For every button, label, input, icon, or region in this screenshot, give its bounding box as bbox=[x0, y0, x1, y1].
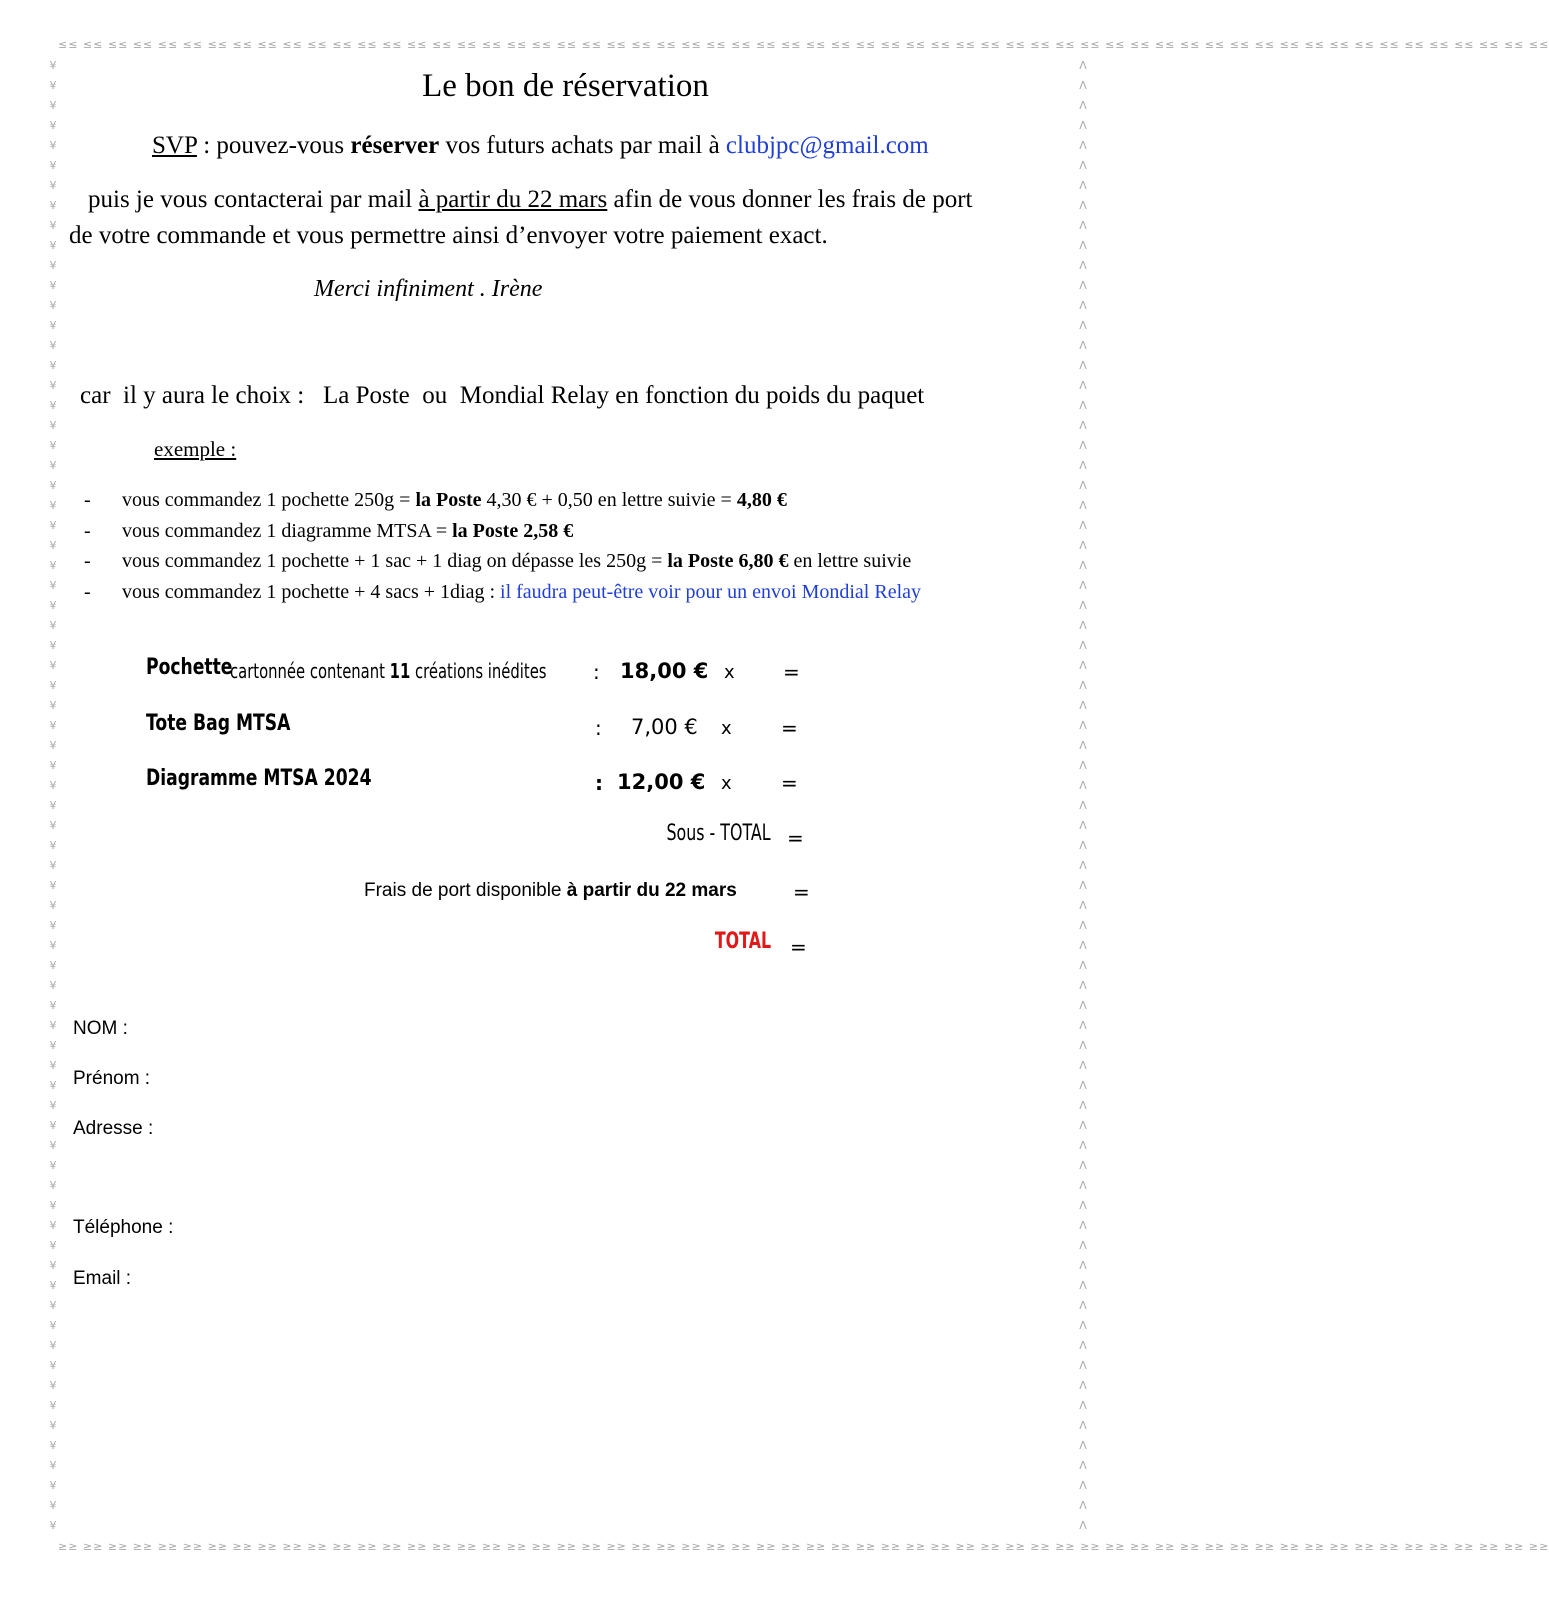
product-colon: : bbox=[595, 716, 602, 740]
email-label: Email : bbox=[73, 1268, 132, 1289]
example-bold: la Poste 2,58 € bbox=[452, 519, 574, 542]
product-count: 11 bbox=[389, 659, 411, 683]
example-text: vous commandez 1 pochette + 4 sacs + 1diag : bbox=[122, 580, 501, 603]
example-text: 4,30 € + 0,50 en lettre suivie = bbox=[481, 489, 737, 511]
quantity-multiplier: x bbox=[721, 718, 732, 739]
intro-text-b: vos futurs achats par mail à bbox=[439, 132, 726, 159]
product-row-diagramme bbox=[146, 766, 435, 791]
list-dash: - bbox=[84, 580, 91, 603]
list-item bbox=[84, 516, 921, 547]
product-name: Pochette bbox=[146, 655, 233, 680]
example-price: 4,80 € bbox=[736, 489, 787, 511]
line-total-equals: = bbox=[781, 716, 798, 740]
shipping-text: Frais de port disponible bbox=[364, 880, 567, 901]
example-text: vous commandez 1 pochette 250g = bbox=[122, 489, 416, 511]
example-bold: la Poste 6,80 € bbox=[667, 550, 789, 572]
intro-line bbox=[152, 132, 929, 160]
example-list bbox=[84, 485, 921, 607]
example-text: vous commandez 1 pochette + 1 sac + 1 diag on dépasse les 250g = bbox=[122, 550, 668, 572]
shipping-date: à partir du 22 mars bbox=[566, 880, 737, 901]
nom-label: NOM : bbox=[73, 1018, 128, 1039]
list-dash: - bbox=[84, 519, 91, 542]
intro-text-a: : pouvez-vous bbox=[196, 132, 351, 159]
email-link[interactable]: clubjpc@gmail.com bbox=[725, 132, 929, 159]
shipping-equals: = bbox=[793, 880, 810, 904]
svp-label: SVP bbox=[152, 132, 197, 159]
list-dash: - bbox=[84, 489, 91, 511]
product-price: 12,00 € bbox=[617, 770, 706, 794]
decorative-border-left: ¥ ¥ ¥ ¥ ¥ ¥ ¥ ¥ ¥ ¥ ¥ ¥ ¥ ¥ ¥ ¥ ¥ ¥ ¥ ¥ ¥ ¥ ¥ ¥ ¥ ¥ ¥ ¥ ¥ ¥ ¥ ¥ ¥ ¥ ¥ ¥ ¥ ¥ ¥ ¥ ¥ ¥ ¥ ¥ ¥ ¥ ¥ ¥ ¥ ¥ ¥ ¥ ¥ ¥ ¥ ¥ ¥ ¥ ¥ ¥ ¥ ¥ ¥ ¥ ¥ ¥ ¥ ¥ ¥ ¥ ¥ ¥ ¥ ¥ bbox=[49, 59, 57, 1532]
quantity-multiplier: x bbox=[721, 773, 732, 794]
product-name: Diagramme MTSA 2024 bbox=[146, 766, 372, 791]
quantity-multiplier: x bbox=[724, 662, 735, 683]
line-total-equals: = bbox=[783, 660, 800, 684]
paragraph-line-2: de votre commande et vous permettre ainsi d’envoyer votre paiement exact. bbox=[69, 222, 828, 249]
product-colon: : bbox=[595, 771, 603, 795]
product-desc-text: cartonnée contenant bbox=[230, 659, 390, 683]
subtotal-label-wrap bbox=[626, 821, 771, 846]
example-bold: la Poste bbox=[415, 489, 482, 511]
product-row-totebag bbox=[146, 711, 331, 736]
product-price: 18,00 € bbox=[620, 659, 709, 683]
product-price: 7,00 € bbox=[631, 715, 698, 739]
total-equals: = bbox=[790, 935, 807, 959]
list-item bbox=[84, 577, 921, 608]
decorative-border-bottom: ≥≥ ≥≥ ≥≥ ≥≥ ≥≥ ≥≥ ≥≥ ≥≥ ≥≥ ≥≥ ≥≥ ≥≥ ≥≥ ≥≥ ≥≥ ≥≥ ≥≥ ≥≥ ≥≥ ≥≥ ≥≥ ≥≥ ≥≥ ≥≥ ≥≥ ≥≥ ≥≥ ≥≥ ≥≥ ≥≥ ≥≥ ≥≥ ≥≥ ≥≥ ≥≥ ≥≥ ≥≥ ≥≥ ≥≥ ≥≥ ≥≥ ≥≥ ≥≥ ≥≥ ≥≥ ≥≥ ≥≥ ≥≥ ≥≥ ≥≥ ≥≥ ≥≥ ≥≥ ≥≥ ≥≥ ≥≥ ≥≥ ≥≥ ≥≥ ≥≥ bbox=[58, 1540, 1549, 1553]
para-date: à partir du 22 mars bbox=[418, 186, 608, 213]
subtotal-equals: = bbox=[787, 826, 804, 850]
page-title: Le bon de réservation bbox=[422, 68, 709, 104]
para-text-a: puis je vous contacterai par mail bbox=[88, 186, 419, 213]
product-name: Tote Bag MTSA bbox=[146, 711, 291, 736]
list-item bbox=[84, 485, 921, 516]
product-desc-text: créations inédites bbox=[410, 659, 547, 683]
paragraph-line-1 bbox=[88, 186, 972, 214]
subtotal-label: Sous - TOTAL bbox=[666, 821, 771, 846]
example-text: vous commandez 1 diagramme MTSA = bbox=[122, 519, 453, 542]
example-heading: exemple : bbox=[154, 437, 237, 461]
decorative-border-right: Λ Λ Λ Λ Λ Λ Λ Λ Λ Λ Λ Λ Λ Λ Λ Λ Λ Λ Λ Λ Λ Λ Λ Λ Λ Λ Λ Λ Λ Λ Λ Λ Λ Λ Λ Λ Λ Λ Λ Λ Λ Λ Λ Λ Λ Λ Λ Λ Λ Λ Λ Λ Λ Λ Λ Λ Λ Λ Λ Λ Λ Λ Λ Λ Λ Λ Λ Λ Λ Λ Λ Λ Λ Λ bbox=[1079, 59, 1087, 1532]
list-dash: - bbox=[84, 550, 91, 572]
intro-reserver: réserver bbox=[350, 132, 440, 159]
example-note: il faudra peut-être voir pour un envoi Mondial Relay bbox=[500, 580, 922, 603]
total-label-wrap bbox=[693, 929, 771, 954]
signature: Merci infiniment . Irène bbox=[314, 276, 543, 302]
prenom-label: Prénom : bbox=[73, 1068, 151, 1089]
decorative-border-top: ≤≤ ≤≤ ≤≤ ≤≤ ≤≤ ≤≤ ≤≤ ≤≤ ≤≤ ≤≤ ≤≤ ≤≤ ≤≤ ≤≤ ≤≤ ≤≤ ≤≤ ≤≤ ≤≤ ≤≤ ≤≤ ≤≤ ≤≤ ≤≤ ≤≤ ≤≤ ≤≤ ≤≤ ≤≤ ≤≤ ≤≤ ≤≤ ≤≤ ≤≤ ≤≤ ≤≤ ≤≤ ≤≤ ≤≤ ≤≤ ≤≤ ≤≤ ≤≤ ≤≤ ≤≤ ≤≤ ≤≤ ≤≤ ≤≤ ≤≤ ≤≤ ≤≤ ≤≤ ≤≤ ≤≤ ≤≤ ≤≤ ≤≤ ≤≤ ≤≤ bbox=[58, 38, 1549, 51]
shipping-line bbox=[364, 880, 737, 902]
list-item bbox=[84, 546, 921, 577]
total-label: TOTAL bbox=[714, 929, 771, 954]
product-colon: : bbox=[593, 660, 600, 684]
product-description bbox=[230, 659, 547, 683]
adresse-label: Adresse : bbox=[73, 1118, 154, 1139]
shipping-choice-text: car il y aura le choix : La Poste ou Mondial Relay en fonction du poids du paquet bbox=[80, 382, 925, 409]
telephone-label: Téléphone : bbox=[73, 1217, 174, 1238]
example-text: en lettre suivie bbox=[788, 550, 912, 572]
para-text-b: afin de vous donner les frais de port bbox=[607, 186, 973, 213]
line-total-equals: = bbox=[781, 771, 798, 795]
